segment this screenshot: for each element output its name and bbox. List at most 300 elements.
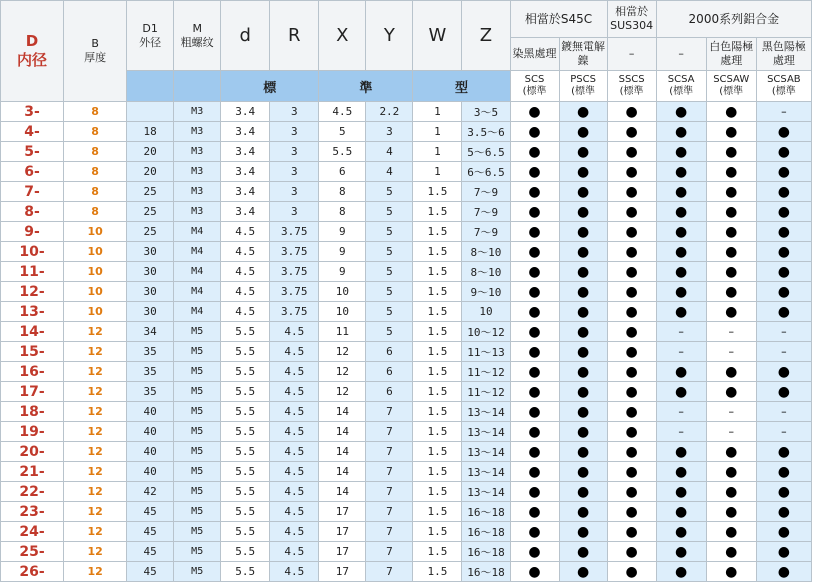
r-value: 3 <box>270 182 319 202</box>
availability-scs: ● <box>510 562 559 582</box>
header-col-w: W <box>413 1 462 71</box>
z-value: 13～14 <box>462 402 510 422</box>
m-value: M5 <box>174 362 221 382</box>
code-sscs-label: SSCS <box>618 74 645 85</box>
w-value: 1.5 <box>413 242 462 262</box>
r-value: 4.5 <box>270 562 319 582</box>
d-hole-value: 3.4 <box>221 202 270 222</box>
m-value: M3 <box>174 102 221 122</box>
availability-scs: ● <box>510 202 559 222</box>
availability-scsab: ● <box>756 202 811 222</box>
availability-scsa: ● <box>656 462 706 482</box>
availability-sscs: ● <box>607 122 656 142</box>
availability-pscs: ● <box>559 282 607 302</box>
r-value: 4.5 <box>270 542 319 562</box>
header-b-sub: 厚度 <box>84 51 107 64</box>
availability-scsa: ● <box>656 502 706 522</box>
x-value: 8 <box>319 202 366 222</box>
d-hole-value: 5.5 <box>221 442 270 462</box>
code-scsaw-label: SCSAW <box>713 74 750 85</box>
code-scsab-suffix: (標準 <box>771 86 796 97</box>
d1-value: 30 <box>127 262 174 282</box>
w-value: 1.5 <box>413 202 462 222</box>
sub-pscs: 鍍無電解鎳 <box>559 38 607 71</box>
y-value: 5 <box>366 182 413 202</box>
y-value: 7 <box>366 402 413 422</box>
code-pscs-label: PSCS <box>570 74 596 85</box>
d1-value: 25 <box>127 202 174 222</box>
b-value: 10 <box>64 262 127 282</box>
y-value: 2.2 <box>366 102 413 122</box>
w-value: 1 <box>413 162 462 182</box>
m-value: M5 <box>174 462 221 482</box>
availability-scsab: ● <box>756 242 811 262</box>
availability-scsaw: ● <box>706 122 756 142</box>
b-value: 12 <box>64 322 127 342</box>
availability-scs: ● <box>510 182 559 202</box>
availability-scsa: ● <box>656 122 706 142</box>
d-hole-value: 4.5 <box>221 282 270 302</box>
availability-pscs: ● <box>559 102 607 122</box>
d-value: 16- <box>1 362 64 382</box>
availability-sscs: ● <box>607 262 656 282</box>
sub-scsa: – <box>656 38 706 71</box>
d1-value: 40 <box>127 462 174 482</box>
z-value: 13～14 <box>462 442 510 462</box>
availability-scs: ● <box>510 102 559 122</box>
std-blank-2 <box>174 71 221 102</box>
availability-scs: ● <box>510 462 559 482</box>
availability-sscs: ● <box>607 282 656 302</box>
y-value: 7 <box>366 482 413 502</box>
header-m-sub: 粗螺纹 <box>180 35 214 49</box>
x-value: 17 <box>319 562 366 582</box>
availability-pscs: ● <box>559 462 607 482</box>
header-col-y: Y <box>366 1 413 71</box>
availability-scsa: ● <box>656 282 706 302</box>
d-value: 15- <box>1 342 64 362</box>
m-value: M4 <box>174 242 221 262</box>
availability-scsab: ● <box>756 502 811 522</box>
r-value: 4.5 <box>270 482 319 502</box>
header-d <box>1 1 64 102</box>
d-hole-value: 5.5 <box>221 542 270 562</box>
header-col-x: X <box>319 1 366 71</box>
w-value: 1.5 <box>413 302 462 322</box>
b-value: 8 <box>64 102 127 122</box>
availability-pscs: ● <box>559 222 607 242</box>
d-value: 8- <box>1 202 64 222</box>
code-scsab <box>756 71 811 102</box>
d1-value: 35 <box>127 362 174 382</box>
d-hole-value: 3.4 <box>221 122 270 142</box>
availability-scs: ● <box>510 122 559 142</box>
d-hole-value: 5.5 <box>221 322 270 342</box>
m-value: M5 <box>174 502 221 522</box>
d-value: 25- <box>1 542 64 562</box>
d-value: 19- <box>1 422 64 442</box>
w-value: 1.5 <box>413 562 462 582</box>
availability-sscs: ● <box>607 162 656 182</box>
d-hole-value: 5.5 <box>221 562 270 582</box>
availability-pscs: ● <box>559 342 607 362</box>
y-value: 3 <box>366 122 413 142</box>
availability-pscs: ● <box>559 262 607 282</box>
r-value: 4.5 <box>270 502 319 522</box>
m-value: M3 <box>174 202 221 222</box>
table-row <box>1 282 812 302</box>
table-row <box>1 562 812 582</box>
header-col-d: d <box>221 1 270 71</box>
std-label-3: 型 <box>413 71 510 102</box>
header-d1-label: D1 <box>142 21 158 35</box>
d-value: 4- <box>1 122 64 142</box>
availability-sscs: ● <box>607 302 656 322</box>
sub-scsaw: 白色陽極處理 <box>706 38 756 71</box>
availability-sscs: ● <box>607 142 656 162</box>
z-value: 13～14 <box>462 422 510 442</box>
z-value: 11～13 <box>462 342 510 362</box>
table-row <box>1 422 812 442</box>
availability-scs: ● <box>510 342 559 362</box>
x-value: 14 <box>319 402 366 422</box>
x-value: 14 <box>319 482 366 502</box>
availability-scsab: ● <box>756 462 811 482</box>
code-scs <box>510 71 559 102</box>
availability-scsab: – <box>756 342 811 362</box>
d-hole-value: 4.5 <box>221 302 270 322</box>
m-value: M5 <box>174 382 221 402</box>
availability-scsaw: ● <box>706 282 756 302</box>
x-value: 11 <box>319 322 366 342</box>
availability-scsab: ● <box>756 482 811 502</box>
code-scsa <box>656 71 706 102</box>
d-value: 10- <box>1 242 64 262</box>
std-label-1: 標 <box>221 71 319 102</box>
b-value: 12 <box>64 402 127 422</box>
w-value: 1 <box>413 142 462 162</box>
b-value: 10 <box>64 222 127 242</box>
availability-scs: ● <box>510 502 559 522</box>
availability-sscs: ● <box>607 442 656 462</box>
d1-value: 30 <box>127 242 174 262</box>
d-value: 18- <box>1 402 64 422</box>
x-value: 10 <box>319 282 366 302</box>
availability-scsa: – <box>656 322 706 342</box>
header-col-r: R <box>270 1 319 71</box>
m-value: M5 <box>174 402 221 422</box>
availability-scs: ● <box>510 282 559 302</box>
w-value: 1.5 <box>413 222 462 242</box>
sub-scs: 染黑處理 <box>510 38 559 71</box>
availability-scsa: ● <box>656 242 706 262</box>
group-s45c: 相當於S45C <box>510 1 607 38</box>
x-value: 12 <box>319 382 366 402</box>
availability-scsa: ● <box>656 142 706 162</box>
availability-scsaw: ● <box>706 262 756 282</box>
availability-scs: ● <box>510 422 559 442</box>
b-value: 10 <box>64 302 127 322</box>
table-row <box>1 262 812 282</box>
availability-scsa: ● <box>656 382 706 402</box>
availability-sscs: ● <box>607 222 656 242</box>
b-value: 12 <box>64 562 127 582</box>
m-value: M5 <box>174 422 221 442</box>
availability-pscs: ● <box>559 562 607 582</box>
y-value: 7 <box>366 502 413 522</box>
availability-scs: ● <box>510 482 559 502</box>
table-row <box>1 522 812 542</box>
r-value: 4.5 <box>270 322 319 342</box>
b-value: 8 <box>64 182 127 202</box>
availability-sscs: ● <box>607 482 656 502</box>
table-row <box>1 402 812 422</box>
x-value: 17 <box>319 502 366 522</box>
availability-scsaw: – <box>706 422 756 442</box>
code-pscs-suffix: (標準 <box>571 86 596 97</box>
z-value: 3.5～6 <box>462 122 510 142</box>
b-value: 12 <box>64 342 127 362</box>
availability-scsa: ● <box>656 522 706 542</box>
d1-value: 40 <box>127 422 174 442</box>
d-hole-value: 5.5 <box>221 522 270 542</box>
y-value: 7 <box>366 442 413 462</box>
r-value: 4.5 <box>270 422 319 442</box>
availability-scsaw: ● <box>706 382 756 402</box>
m-value: M4 <box>174 302 221 322</box>
d-hole-value: 5.5 <box>221 342 270 362</box>
table-row <box>1 362 812 382</box>
r-value: 4.5 <box>270 362 319 382</box>
d-hole-value: 5.5 <box>221 382 270 402</box>
b-value: 12 <box>64 542 127 562</box>
availability-pscs: ● <box>559 162 607 182</box>
x-value: 14 <box>319 462 366 482</box>
d1-value: 30 <box>127 282 174 302</box>
availability-scsa: ● <box>656 442 706 462</box>
header-m <box>174 1 221 71</box>
z-value: 5～6.5 <box>462 142 510 162</box>
z-value: 9～10 <box>462 282 510 302</box>
availability-scsaw: ● <box>706 302 756 322</box>
availability-sscs: ● <box>607 562 656 582</box>
w-value: 1.5 <box>413 382 462 402</box>
m-value: M5 <box>174 542 221 562</box>
b-value: 8 <box>64 142 127 162</box>
r-value: 3.75 <box>270 262 319 282</box>
availability-pscs: ● <box>559 322 607 342</box>
availability-scsab: ● <box>756 362 811 382</box>
d1-value: 40 <box>127 442 174 462</box>
availability-scsaw: ● <box>706 182 756 202</box>
d-hole-value: 5.5 <box>221 362 270 382</box>
availability-scsaw: ● <box>706 362 756 382</box>
code-scsaw-suffix: (標準 <box>719 86 744 97</box>
r-value: 3 <box>270 122 319 142</box>
availability-scsaw: ● <box>706 162 756 182</box>
table-row <box>1 162 812 182</box>
availability-scsaw: ● <box>706 542 756 562</box>
z-value: 7～9 <box>462 202 510 222</box>
d-hole-value: 5.5 <box>221 422 270 442</box>
d1-value: 30 <box>127 302 174 322</box>
availability-sscs: ● <box>607 342 656 362</box>
x-value: 6 <box>319 162 366 182</box>
availability-pscs: ● <box>559 442 607 462</box>
availability-scsa: ● <box>656 102 706 122</box>
availability-pscs: ● <box>559 402 607 422</box>
d-value: 20- <box>1 442 64 462</box>
availability-scs: ● <box>510 522 559 542</box>
w-value: 1.5 <box>413 542 462 562</box>
availability-pscs: ● <box>559 242 607 262</box>
availability-scsab: – <box>756 322 811 342</box>
availability-scsa: ● <box>656 302 706 322</box>
availability-scsaw: – <box>706 342 756 362</box>
availability-sscs: ● <box>607 522 656 542</box>
r-value: 3 <box>270 202 319 222</box>
availability-scsab: – <box>756 402 811 422</box>
availability-scsaw: ● <box>706 562 756 582</box>
z-value: 8～10 <box>462 262 510 282</box>
header-b <box>64 1 127 102</box>
availability-scsa: ● <box>656 182 706 202</box>
b-value: 12 <box>64 522 127 542</box>
y-value: 5 <box>366 322 413 342</box>
availability-sscs: ● <box>607 362 656 382</box>
x-value: 9 <box>319 262 366 282</box>
availability-scs: ● <box>510 162 559 182</box>
w-value: 1.5 <box>413 342 462 362</box>
d-hole-value: 3.4 <box>221 102 270 122</box>
availability-scsaw: ● <box>706 482 756 502</box>
code-scs-suffix: (標準 <box>522 86 547 97</box>
availability-pscs: ● <box>559 482 607 502</box>
d-hole-value: 4.5 <box>221 222 270 242</box>
z-value: 7～9 <box>462 222 510 242</box>
availability-scsaw: ● <box>706 462 756 482</box>
availability-sscs: ● <box>607 462 656 482</box>
availability-scsaw: ● <box>706 522 756 542</box>
y-value: 5 <box>366 202 413 222</box>
availability-scsaw: ● <box>706 242 756 262</box>
availability-pscs: ● <box>559 542 607 562</box>
x-value: 5.5 <box>319 142 366 162</box>
table-row <box>1 542 812 562</box>
m-value: M4 <box>174 282 221 302</box>
sub-sscs: – <box>607 38 656 71</box>
availability-scsab: ● <box>756 142 811 162</box>
availability-pscs: ● <box>559 202 607 222</box>
d-hole-value: 4.5 <box>221 262 270 282</box>
group-sus304: 相當於SUS304 <box>607 1 656 38</box>
table-row <box>1 182 812 202</box>
z-value: 11～12 <box>462 362 510 382</box>
b-value: 12 <box>64 462 127 482</box>
d-value: 17- <box>1 382 64 402</box>
code-sscs-suffix: (標準 <box>619 86 644 97</box>
w-value: 1.5 <box>413 502 462 522</box>
availability-scsab: ● <box>756 382 811 402</box>
availability-sscs: ● <box>607 422 656 442</box>
d1-value: 20 <box>127 142 174 162</box>
d-value: 26- <box>1 562 64 582</box>
b-value: 8 <box>64 162 127 182</box>
d-hole-value: 5.5 <box>221 482 270 502</box>
availability-scsab: ● <box>756 262 811 282</box>
d-value: 21- <box>1 462 64 482</box>
availability-scs: ● <box>510 322 559 342</box>
r-value: 4.5 <box>270 442 319 462</box>
w-value: 1 <box>413 122 462 142</box>
availability-scsa: ● <box>656 562 706 582</box>
availability-scs: ● <box>510 222 559 242</box>
d1-value: 25 <box>127 222 174 242</box>
availability-scsab: ● <box>756 522 811 542</box>
z-value: 13～14 <box>462 482 510 502</box>
d-value: 9- <box>1 222 64 242</box>
y-value: 7 <box>366 522 413 542</box>
availability-scsa: ● <box>656 482 706 502</box>
availability-scsab: – <box>756 422 811 442</box>
d1-value: 45 <box>127 562 174 582</box>
z-value: 11～12 <box>462 382 510 402</box>
y-value: 5 <box>366 302 413 322</box>
r-value: 4.5 <box>270 342 319 362</box>
availability-scs: ● <box>510 382 559 402</box>
availability-scsaw: ● <box>706 142 756 162</box>
w-value: 1.5 <box>413 522 462 542</box>
z-value: 16～18 <box>462 542 510 562</box>
d-value: 23- <box>1 502 64 522</box>
availability-sscs: ● <box>607 382 656 402</box>
availability-scsab: ● <box>756 162 811 182</box>
m-value: M3 <box>174 182 221 202</box>
availability-scs: ● <box>510 302 559 322</box>
z-value: 6～6.5 <box>462 162 510 182</box>
x-value: 17 <box>319 522 366 542</box>
r-value: 3 <box>270 102 319 122</box>
availability-pscs: ● <box>559 182 607 202</box>
availability-pscs: ● <box>559 422 607 442</box>
m-value: M5 <box>174 522 221 542</box>
availability-pscs: ● <box>559 382 607 402</box>
y-value: 5 <box>366 262 413 282</box>
availability-scsaw: ● <box>706 222 756 242</box>
b-value: 8 <box>64 122 127 142</box>
group-alu: 2000系列鋁合金 <box>656 1 811 38</box>
availability-scsaw: – <box>706 402 756 422</box>
x-value: 17 <box>319 542 366 562</box>
y-value: 7 <box>366 562 413 582</box>
m-value: M4 <box>174 222 221 242</box>
m-value: M5 <box>174 442 221 462</box>
availability-scsa: ● <box>656 262 706 282</box>
availability-scsab: ● <box>756 442 811 462</box>
code-scsaw <box>706 71 756 102</box>
m-value: M3 <box>174 162 221 182</box>
availability-pscs: ● <box>559 502 607 522</box>
table-row <box>1 122 812 142</box>
z-value: 3～5 <box>462 102 510 122</box>
y-value: 4 <box>366 162 413 182</box>
d1-value: 42 <box>127 482 174 502</box>
availability-sscs: ● <box>607 242 656 262</box>
y-value: 7 <box>366 422 413 442</box>
d1-value: 25 <box>127 182 174 202</box>
d-value: 7- <box>1 182 64 202</box>
header-d1-sub: 外径 <box>139 35 162 49</box>
